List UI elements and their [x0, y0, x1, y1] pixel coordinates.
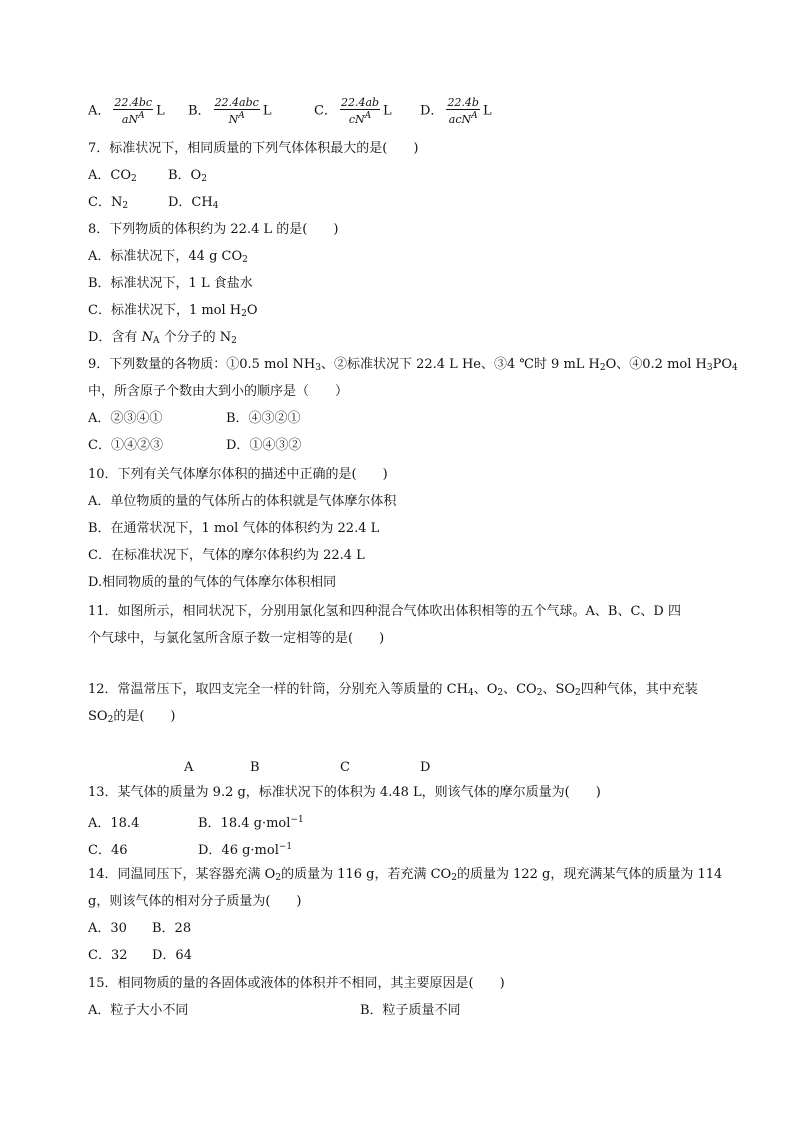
- q6-b-label: B．: [188, 103, 211, 119]
- q7-option-c[interactable]: C．$N_2$: [88, 195, 129, 211]
- q14-option-a[interactable]: A．30: [88, 921, 127, 936]
- q13-option-d[interactable]: D．46 g·mol$^{-1}$: [198, 842, 293, 858]
- q12-label-d: D: [420, 760, 431, 775]
- q8-option-d[interactable]: D．含有 $N_A$ 个分子的 $N_2$: [88, 330, 237, 346]
- q6-b-fraction: $\frac{\text{22.4abc}}{N^A}$: [214, 96, 259, 126]
- q13-option-c[interactable]: C．46: [88, 843, 128, 858]
- q6-d-fraction: $\frac{22.4b}{acN^A}$: [447, 96, 479, 126]
- q10-stem: 10．下列有关气体摩尔体积的描述中正确的是( ): [88, 467, 388, 482]
- q6-a-fraction: $\frac{22.4bc}{aN^A}$: [114, 96, 153, 126]
- q6-d-label: D．: [420, 103, 444, 119]
- q12-stem-line2: $SO_2$的是( ): [88, 709, 176, 725]
- q14-stem-line2: g，则该气体的相对分子质量为( ): [88, 894, 302, 909]
- q15-option-a[interactable]: A．粒子大小不同: [88, 1003, 189, 1018]
- q7-options-row1: [88, 167, 207, 188]
- q6-a-label: A．: [88, 103, 111, 119]
- q9-stem-line1: 9．下列数量的各物质：①0.5 mol $NH_3$、②标准状况下 22.4 L He、③4 ℃时 9 mL $H_2O$、④0.2 mol $H_3PO_4$: [88, 357, 738, 373]
- q9-option-b[interactable]: B．④③②①: [226, 411, 301, 426]
- q7-stem: 7．标准状况下，相同质量的下列气体体积最大的是( ): [88, 141, 419, 156]
- q6-option-b[interactable]: B． $\frac{\text{22.4abc}}{N^A}$ L: [188, 96, 272, 126]
- q14-option-d[interactable]: D．64: [152, 948, 192, 963]
- q6-option-c[interactable]: C． $\frac{22.4ab}{cN^A}$ L: [314, 96, 392, 126]
- q14-option-c[interactable]: C．32: [88, 948, 128, 963]
- q9-options-row1: [88, 410, 301, 428]
- q12-label-b: B: [250, 760, 260, 775]
- q10-option-c[interactable]: C．在标准状况下，气体的摩尔体积约为 22.4 L: [88, 548, 365, 563]
- q8-stem: 8．下列物质的体积约为 22.4 L 的是( ): [88, 222, 339, 237]
- q13-options-row1: [88, 811, 304, 833]
- q7-option-a[interactable]: A．$CO_2$: [88, 168, 137, 184]
- q7-option-b[interactable]: B．$O_2$: [168, 168, 207, 184]
- q13-option-a[interactable]: A．18.4: [88, 816, 140, 831]
- q7-option-d[interactable]: D．$CH_4$: [168, 195, 219, 211]
- q7-options-row2: [88, 194, 218, 215]
- q13-options-row2: [88, 838, 292, 860]
- q6-c-label: C．: [314, 103, 337, 119]
- q9-option-a[interactable]: A．②③④①: [88, 411, 163, 426]
- q8-option-b[interactable]: B．标准状况下，1 L 食盐水: [88, 276, 253, 291]
- q9-options-row2: [88, 437, 301, 455]
- q11-stem-line1: 11．如图所示，相同状况下，分别用氯化氢和四种混合气体吹出体积相等的五个气球。A、B、C、D 四: [88, 604, 681, 619]
- q10-option-b[interactable]: B．在通常状况下，1 mol 气体的体积约为 22.4 L: [88, 521, 380, 536]
- q13-option-b[interactable]: B．18.4 g·mol$^{-1}$: [198, 815, 304, 831]
- q15-option-b[interactable]: B．粒子质量不同: [360, 1003, 461, 1018]
- q9-stem-line2: 中，所含原子个数由大到小的顺序是（ ）: [88, 384, 349, 399]
- q10-option-a[interactable]: A．单位物质的量的气体所占的体积就是气体摩尔体积: [88, 494, 397, 509]
- q14-options-row2: [88, 947, 192, 965]
- q11-stem-line2: 个气球中，与氯化氢所含原子数一定相等的是( ): [88, 631, 385, 646]
- q10-option-d[interactable]: D.相同物质的量的气体的气体摩尔体积相同: [88, 575, 337, 590]
- q6-option-a[interactable]: A． $\frac{22.4bc}{aN^A}$ L: [88, 96, 165, 126]
- q15-stem: 15．相同物质的量的各固体或液体的体积并不相同，其主要原因是( ): [88, 976, 505, 991]
- q15-options-row1: [88, 1002, 461, 1020]
- q14-options-row1: [88, 920, 191, 938]
- q14-option-b[interactable]: B．28: [152, 921, 192, 936]
- q6-option-d[interactable]: D． $\frac{22.4b}{acN^A}$ L: [420, 96, 492, 126]
- q12-label-a: A: [184, 760, 194, 775]
- q9-option-c[interactable]: C．①④②③: [88, 438, 163, 453]
- q6-c-fraction: $\frac{22.4ab}{cN^A}$: [340, 96, 380, 126]
- q8-option-c[interactable]: C．标准状况下，1 mol $H_2O$: [88, 303, 258, 319]
- q8-option-a[interactable]: A．标准状况下，44 g $CO_2$: [88, 249, 248, 265]
- q14-stem-line1: 14．同温同压下，某容器充满 $O_2$的质量为 116 g，若充满 $CO_2$的质量为 122 g，现充满某气体的质量为 114: [88, 867, 723, 883]
- q12-stem-line1: 12．常温常压下，取四支完全一样的针筒，分别充入等质量的 $CH_4$、$O_2$、$CO_2$、$SO_2$四种气体，其中充装: [88, 682, 698, 698]
- q9-option-d[interactable]: D．①④③②: [226, 438, 302, 453]
- q13-stem: 13．某气体的质量为 9.2 g，标准状况下的体积为 4.48 L，则该气体的摩尔质量为( ): [88, 785, 601, 800]
- q6-options: [88, 96, 492, 126]
- q12-label-c: C: [340, 760, 350, 775]
